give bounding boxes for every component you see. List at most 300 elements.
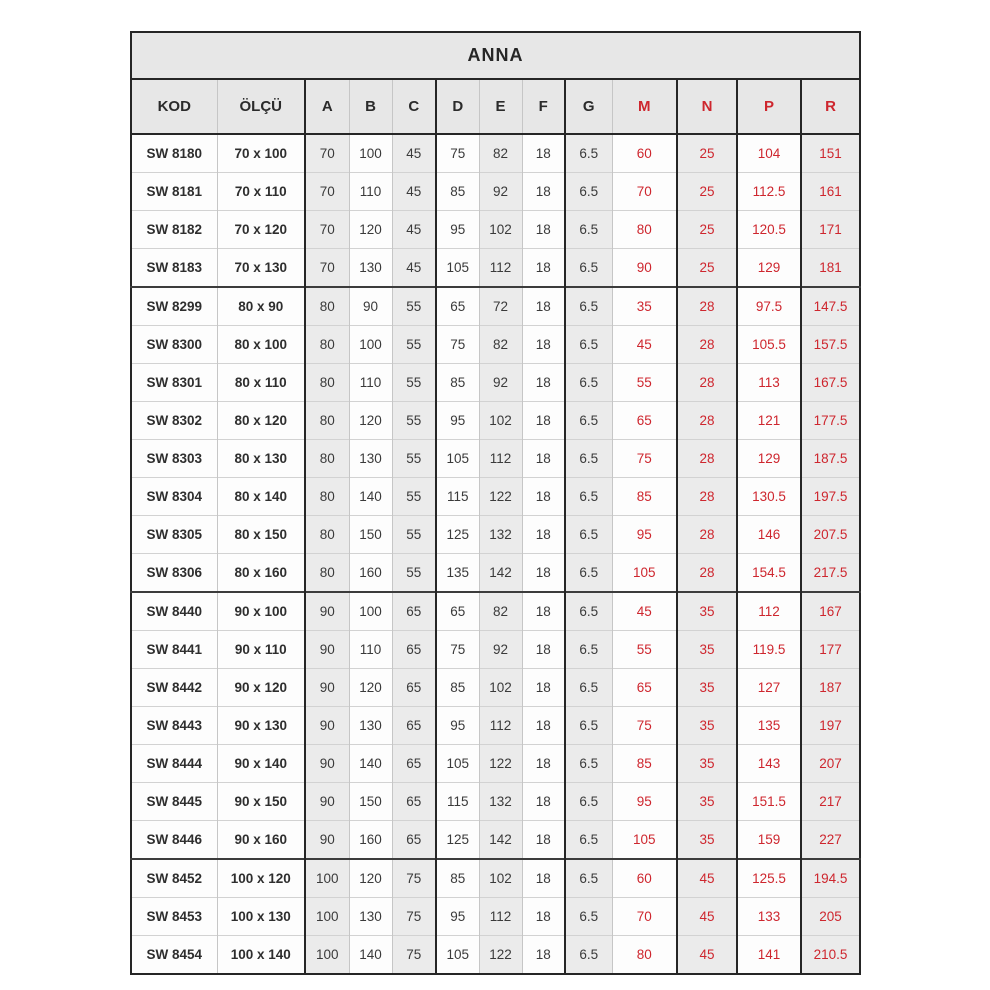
cell-r: 210.5 (801, 936, 860, 975)
cell-b: 110 (349, 631, 392, 669)
cell-n: 25 (677, 134, 737, 173)
cell-f: 18 (522, 821, 565, 860)
cell-g: 6.5 (565, 249, 612, 288)
cell-c: 65 (392, 669, 436, 707)
cell-a: 80 (305, 516, 349, 554)
cell-b: 150 (349, 516, 392, 554)
cell-f: 18 (522, 287, 565, 326)
cell-a: 90 (305, 745, 349, 783)
cell-n: 35 (677, 631, 737, 669)
cell-e: 112 (479, 249, 522, 288)
cell-e: 122 (479, 745, 522, 783)
spec-table-container (130, 31, 859, 975)
cell-a: 80 (305, 402, 349, 440)
cell-n: 45 (677, 898, 737, 936)
cell-f: 18 (522, 134, 565, 173)
cell-c: 55 (392, 440, 436, 478)
cell-b: 110 (349, 173, 392, 211)
cell-olcu: 80 x 130 (217, 440, 305, 478)
cell-m: 70 (612, 173, 677, 211)
cell-f: 18 (522, 249, 565, 288)
cell-f: 18 (522, 554, 565, 593)
cell-f: 18 (522, 631, 565, 669)
cell-f: 18 (522, 478, 565, 516)
cell-g: 6.5 (565, 402, 612, 440)
cell-f: 18 (522, 173, 565, 211)
cell-kod: SW 8453 (131, 898, 217, 936)
cell-kod: SW 8441 (131, 631, 217, 669)
cell-r: 147.5 (801, 287, 860, 326)
cell-olcu: 100 x 130 (217, 898, 305, 936)
cell-p: 130.5 (737, 478, 801, 516)
cell-olcu: 70 x 130 (217, 249, 305, 288)
cell-olcu: 100 x 140 (217, 936, 305, 975)
cell-r: 197.5 (801, 478, 860, 516)
table-title-row (131, 32, 860, 79)
cell-d: 65 (436, 592, 479, 631)
cell-c: 55 (392, 554, 436, 593)
cell-b: 140 (349, 745, 392, 783)
cell-d: 95 (436, 402, 479, 440)
cell-d: 105 (436, 249, 479, 288)
column-header-row (131, 79, 860, 134)
cell-a: 90 (305, 669, 349, 707)
cell-e: 132 (479, 516, 522, 554)
column-header-c: C (392, 79, 436, 134)
cell-n: 25 (677, 211, 737, 249)
cell-d: 105 (436, 440, 479, 478)
cell-b: 120 (349, 669, 392, 707)
table-row (131, 211, 860, 249)
cell-r: 151 (801, 134, 860, 173)
cell-p: 141 (737, 936, 801, 975)
cell-m: 45 (612, 326, 677, 364)
cell-p: 105.5 (737, 326, 801, 364)
column-header-d: D (436, 79, 479, 134)
cell-e: 122 (479, 478, 522, 516)
cell-e: 142 (479, 821, 522, 860)
cell-m: 95 (612, 783, 677, 821)
cell-f: 18 (522, 364, 565, 402)
cell-m: 60 (612, 134, 677, 173)
cell-f: 18 (522, 669, 565, 707)
cell-c: 65 (392, 745, 436, 783)
cell-r: 157.5 (801, 326, 860, 364)
cell-n: 35 (677, 783, 737, 821)
cell-d: 95 (436, 898, 479, 936)
cell-kod: SW 8183 (131, 249, 217, 288)
cell-g: 6.5 (565, 898, 612, 936)
cell-r: 217.5 (801, 554, 860, 593)
cell-p: 119.5 (737, 631, 801, 669)
cell-e: 112 (479, 707, 522, 745)
table-row (131, 554, 860, 593)
cell-e: 72 (479, 287, 522, 326)
cell-p: 159 (737, 821, 801, 860)
cell-d: 65 (436, 287, 479, 326)
cell-n: 28 (677, 554, 737, 593)
cell-p: 129 (737, 440, 801, 478)
cell-g: 6.5 (565, 783, 612, 821)
cell-a: 80 (305, 440, 349, 478)
cell-m: 80 (612, 211, 677, 249)
cell-kod: SW 8445 (131, 783, 217, 821)
cell-kod: SW 8443 (131, 707, 217, 745)
cell-m: 105 (612, 821, 677, 860)
cell-p: 112.5 (737, 173, 801, 211)
cell-e: 122 (479, 936, 522, 975)
cell-m: 85 (612, 745, 677, 783)
cell-olcu: 100 x 120 (217, 859, 305, 898)
cell-p: 127 (737, 669, 801, 707)
cell-kod: SW 8180 (131, 134, 217, 173)
cell-olcu: 90 x 140 (217, 745, 305, 783)
cell-b: 130 (349, 707, 392, 745)
cell-d: 75 (436, 631, 479, 669)
cell-a: 90 (305, 783, 349, 821)
cell-m: 80 (612, 936, 677, 975)
cell-g: 6.5 (565, 440, 612, 478)
cell-g: 6.5 (565, 554, 612, 593)
cell-m: 85 (612, 478, 677, 516)
cell-f: 18 (522, 707, 565, 745)
cell-p: 154.5 (737, 554, 801, 593)
cell-r: 207.5 (801, 516, 860, 554)
cell-r: 205 (801, 898, 860, 936)
cell-a: 100 (305, 936, 349, 975)
column-header-b: B (349, 79, 392, 134)
cell-g: 6.5 (565, 287, 612, 326)
cell-r: 197 (801, 707, 860, 745)
cell-c: 65 (392, 821, 436, 860)
cell-a: 70 (305, 211, 349, 249)
cell-d: 95 (436, 707, 479, 745)
cell-n: 28 (677, 402, 737, 440)
table-row (131, 936, 860, 975)
cell-m: 65 (612, 669, 677, 707)
cell-g: 6.5 (565, 326, 612, 364)
table-row (131, 326, 860, 364)
cell-n: 35 (677, 669, 737, 707)
cell-n: 28 (677, 364, 737, 402)
cell-f: 18 (522, 936, 565, 975)
cell-n: 25 (677, 249, 737, 288)
cell-c: 55 (392, 516, 436, 554)
table-row (131, 821, 860, 860)
cell-olcu: 90 x 150 (217, 783, 305, 821)
cell-e: 102 (479, 669, 522, 707)
cell-f: 18 (522, 326, 565, 364)
column-header-olcu: ÖLÇÜ (217, 79, 305, 134)
cell-olcu: 90 x 120 (217, 669, 305, 707)
cell-g: 6.5 (565, 936, 612, 975)
cell-p: 129 (737, 249, 801, 288)
cell-kod: SW 8181 (131, 173, 217, 211)
cell-olcu: 80 x 150 (217, 516, 305, 554)
cell-a: 90 (305, 592, 349, 631)
cell-d: 85 (436, 859, 479, 898)
cell-b: 100 (349, 134, 392, 173)
cell-d: 115 (436, 783, 479, 821)
cell-g: 6.5 (565, 821, 612, 860)
cell-f: 18 (522, 440, 565, 478)
column-header-m: M (612, 79, 677, 134)
cell-p: 112 (737, 592, 801, 631)
cell-c: 75 (392, 859, 436, 898)
cell-b: 120 (349, 859, 392, 898)
cell-d: 105 (436, 936, 479, 975)
cell-b: 140 (349, 478, 392, 516)
column-header-r: R (801, 79, 860, 134)
cell-olcu: 80 x 110 (217, 364, 305, 402)
cell-f: 18 (522, 783, 565, 821)
cell-p: 104 (737, 134, 801, 173)
cell-n: 45 (677, 859, 737, 898)
column-header-p: P (737, 79, 801, 134)
cell-olcu: 70 x 100 (217, 134, 305, 173)
table-row (131, 249, 860, 288)
cell-a: 70 (305, 134, 349, 173)
cell-f: 18 (522, 745, 565, 783)
cell-kod: SW 8304 (131, 478, 217, 516)
table-row (131, 783, 860, 821)
cell-g: 6.5 (565, 173, 612, 211)
cell-e: 102 (479, 859, 522, 898)
cell-olcu: 80 x 160 (217, 554, 305, 593)
cell-c: 45 (392, 173, 436, 211)
cell-a: 90 (305, 631, 349, 669)
cell-a: 100 (305, 898, 349, 936)
cell-g: 6.5 (565, 707, 612, 745)
cell-e: 102 (479, 402, 522, 440)
cell-kod: SW 8303 (131, 440, 217, 478)
cell-b: 120 (349, 402, 392, 440)
cell-f: 18 (522, 898, 565, 936)
column-header-n: N (677, 79, 737, 134)
cell-n: 35 (677, 592, 737, 631)
cell-e: 82 (479, 326, 522, 364)
cell-kod: SW 8452 (131, 859, 217, 898)
cell-d: 85 (436, 669, 479, 707)
cell-kod: SW 8442 (131, 669, 217, 707)
cell-b: 90 (349, 287, 392, 326)
cell-d: 75 (436, 134, 479, 173)
table-row (131, 173, 860, 211)
cell-olcu: 80 x 100 (217, 326, 305, 364)
cell-r: 167.5 (801, 364, 860, 402)
cell-f: 18 (522, 859, 565, 898)
cell-m: 75 (612, 707, 677, 745)
cell-g: 6.5 (565, 859, 612, 898)
cell-b: 120 (349, 211, 392, 249)
cell-m: 65 (612, 402, 677, 440)
cell-p: 121 (737, 402, 801, 440)
cell-m: 75 (612, 440, 677, 478)
table-row (131, 478, 860, 516)
cell-n: 28 (677, 287, 737, 326)
table-body (131, 134, 860, 974)
cell-c: 65 (392, 707, 436, 745)
cell-p: 135 (737, 707, 801, 745)
table-row (131, 516, 860, 554)
cell-kod: SW 8301 (131, 364, 217, 402)
cell-c: 45 (392, 134, 436, 173)
cell-b: 130 (349, 249, 392, 288)
cell-a: 80 (305, 326, 349, 364)
cell-r: 194.5 (801, 859, 860, 898)
cell-kod: SW 8299 (131, 287, 217, 326)
cell-e: 82 (479, 592, 522, 631)
cell-a: 80 (305, 364, 349, 402)
cell-a: 70 (305, 249, 349, 288)
cell-c: 55 (392, 364, 436, 402)
cell-p: 143 (737, 745, 801, 783)
cell-r: 207 (801, 745, 860, 783)
table-row (131, 134, 860, 173)
cell-c: 55 (392, 478, 436, 516)
cell-c: 45 (392, 249, 436, 288)
cell-a: 100 (305, 859, 349, 898)
cell-b: 150 (349, 783, 392, 821)
cell-c: 75 (392, 898, 436, 936)
cell-olcu: 90 x 160 (217, 821, 305, 860)
cell-e: 142 (479, 554, 522, 593)
cell-r: 161 (801, 173, 860, 211)
cell-g: 6.5 (565, 364, 612, 402)
table-row (131, 859, 860, 898)
cell-e: 92 (479, 173, 522, 211)
cell-c: 65 (392, 631, 436, 669)
cell-e: 102 (479, 211, 522, 249)
cell-e: 92 (479, 631, 522, 669)
table-row (131, 745, 860, 783)
column-header-kod: KOD (131, 79, 217, 134)
cell-c: 55 (392, 287, 436, 326)
cell-c: 55 (392, 326, 436, 364)
cell-olcu: 70 x 120 (217, 211, 305, 249)
cell-r: 167 (801, 592, 860, 631)
cell-olcu: 90 x 130 (217, 707, 305, 745)
cell-n: 28 (677, 326, 737, 364)
table-row (131, 631, 860, 669)
cell-g: 6.5 (565, 211, 612, 249)
cell-a: 70 (305, 173, 349, 211)
cell-olcu: 90 x 100 (217, 592, 305, 631)
cell-a: 90 (305, 707, 349, 745)
cell-d: 135 (436, 554, 479, 593)
cell-n: 28 (677, 478, 737, 516)
cell-d: 125 (436, 516, 479, 554)
cell-g: 6.5 (565, 669, 612, 707)
table-row (131, 592, 860, 631)
cell-g: 6.5 (565, 516, 612, 554)
cell-a: 80 (305, 478, 349, 516)
cell-b: 160 (349, 554, 392, 593)
cell-p: 113 (737, 364, 801, 402)
cell-e: 112 (479, 440, 522, 478)
cell-m: 60 (612, 859, 677, 898)
cell-r: 217 (801, 783, 860, 821)
cell-m: 55 (612, 631, 677, 669)
cell-olcu: 90 x 110 (217, 631, 305, 669)
column-header-e: E (479, 79, 522, 134)
cell-e: 92 (479, 364, 522, 402)
table-title: ANNA (131, 32, 860, 79)
table-row (131, 440, 860, 478)
cell-m: 90 (612, 249, 677, 288)
column-header-g: G (565, 79, 612, 134)
cell-c: 45 (392, 211, 436, 249)
cell-d: 85 (436, 364, 479, 402)
cell-f: 18 (522, 211, 565, 249)
cell-p: 146 (737, 516, 801, 554)
cell-kod: SW 8305 (131, 516, 217, 554)
cell-r: 171 (801, 211, 860, 249)
cell-e: 132 (479, 783, 522, 821)
cell-n: 28 (677, 440, 737, 478)
cell-g: 6.5 (565, 745, 612, 783)
cell-b: 100 (349, 592, 392, 631)
column-header-f: F (522, 79, 565, 134)
table-row (131, 402, 860, 440)
cell-c: 55 (392, 402, 436, 440)
cell-f: 18 (522, 516, 565, 554)
cell-kod: SW 8444 (131, 745, 217, 783)
cell-m: 95 (612, 516, 677, 554)
cell-d: 85 (436, 173, 479, 211)
cell-n: 35 (677, 821, 737, 860)
cell-kod: SW 8302 (131, 402, 217, 440)
cell-r: 227 (801, 821, 860, 860)
cell-olcu: 80 x 120 (217, 402, 305, 440)
table-row (131, 707, 860, 745)
table-row (131, 669, 860, 707)
cell-d: 125 (436, 821, 479, 860)
cell-n: 28 (677, 516, 737, 554)
cell-n: 45 (677, 936, 737, 975)
cell-r: 187.5 (801, 440, 860, 478)
table-row (131, 364, 860, 402)
cell-m: 105 (612, 554, 677, 593)
cell-b: 130 (349, 440, 392, 478)
cell-p: 133 (737, 898, 801, 936)
cell-d: 105 (436, 745, 479, 783)
cell-kod: SW 8446 (131, 821, 217, 860)
cell-d: 95 (436, 211, 479, 249)
cell-n: 35 (677, 745, 737, 783)
cell-d: 75 (436, 326, 479, 364)
cell-kod: SW 8440 (131, 592, 217, 631)
cell-a: 90 (305, 821, 349, 860)
cell-p: 120.5 (737, 211, 801, 249)
cell-m: 55 (612, 364, 677, 402)
cell-c: 65 (392, 592, 436, 631)
cell-c: 65 (392, 783, 436, 821)
cell-g: 6.5 (565, 134, 612, 173)
cell-r: 177 (801, 631, 860, 669)
cell-olcu: 70 x 110 (217, 173, 305, 211)
cell-g: 6.5 (565, 592, 612, 631)
cell-b: 100 (349, 326, 392, 364)
cell-r: 187 (801, 669, 860, 707)
table-row (131, 287, 860, 326)
cell-f: 18 (522, 402, 565, 440)
cell-olcu: 80 x 140 (217, 478, 305, 516)
cell-f: 18 (522, 592, 565, 631)
cell-e: 112 (479, 898, 522, 936)
table-row (131, 898, 860, 936)
cell-b: 110 (349, 364, 392, 402)
